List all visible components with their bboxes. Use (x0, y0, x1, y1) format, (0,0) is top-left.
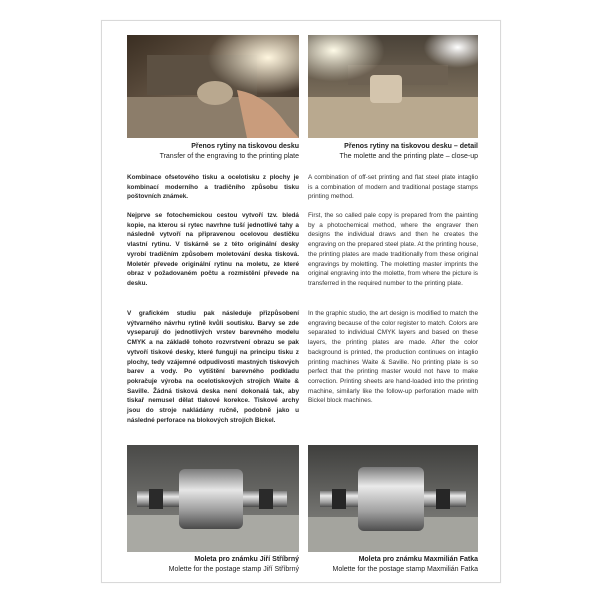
czech-body-2 (127, 309, 299, 425)
caption-top-right-cz: Přenos rytiny na tiskovou desku – detail (344, 143, 478, 150)
english-body-1 (308, 211, 478, 289)
caption-top-right (308, 142, 478, 162)
photo-engraving-transfer (127, 35, 299, 138)
czech-paragraph-3: V grafickém studiu pak následuje přizpůsobení výtvarného návrhu rytině kvůli soutisku. Barvy se zde vyseparují do jednotlivých vrstev barevného modelu CMYK a na základě tohoto rozvrstvení obrazu se pak vytvoří tiskové desky, které fungují na principu tisku z plochy, tedy vzájemné odpudivosti mastných tiskových barev a vody. Po vytištění barevného podkladu pokračuje výroba na ocelotiskových strojích Waite & Saville. Žádná tisková deska není dokonalá tak, aby tiskař nemusel dělat tlakové korekce. Tiskové archy jsou do stroje nakládány ručně, podobně jako u následné perforace na blokových strojích Bickel. (127, 310, 299, 424)
caption-top-left-cz: Přenos rytiny na tiskovou desku (191, 143, 299, 150)
caption-top-left-en: Transfer of the engraving to the printing plate (159, 153, 299, 160)
caption-bottom-left-cz: Moleta pro známku Jiří Stříbrný (194, 556, 299, 563)
caption-bottom-right-en: Molette for the postage stamp Maxmilián Fatka (332, 566, 478, 573)
english-paragraph-2: First, the so called pale copy is prepared from the painting by a photochemical method, where the engraver then designs the individual draws and then he creates the engraving on the prepared steel plate. At the printing house, the printing plates are made traditionally from these original engravings by moletting. The moletting master imprints the original engraving into the molette, from where the picture is transferred in the required number to the printing plate. (308, 212, 478, 287)
czech-body-1 (127, 211, 299, 289)
caption-bottom-right-cz: Moleta pro známku Maxmilián Fatka (358, 556, 478, 563)
caption-top-right-en: The molette and the printing plate – close-up (339, 153, 478, 160)
caption-bottom-left-en: Molette for the postage stamp Jiří Stříbrný (168, 566, 299, 573)
english-body-2 (308, 309, 478, 406)
caption-bottom-left (127, 555, 299, 575)
caption-bottom-right (308, 555, 478, 575)
english-paragraph-1: A combination of off-set printing and flat steel plate intaglio is a combination of modern and traditional postage stamps printing method. (308, 174, 478, 201)
photo-molette-fatka (308, 445, 478, 552)
english-paragraph-3: In the graphic studio, the art design is modified to match the engraving because of the color register to match. Colors are separated to individual CMYK layers and based on these layers, the printing plates are made. After the color background is printed, the production continues on intaglio printing machines Waite & Saville. No printing plate is so perfect that the printing master would not have to make correction. Printing sheets are hand-loaded into the printing machine, similarly like the follow-up perforation made with Bickel block machines. (308, 310, 478, 405)
czech-paragraph-1: Kombinace ofsetového tisku a ocelotisku z plochy je kombinací moderního a tradičního způsobu tisku poštovních známek. (127, 174, 299, 201)
photo-molette-closeup (308, 35, 478, 138)
english-intro (308, 173, 478, 202)
czech-paragraph-2: Nejprve se fotochemickou cestou vytvoří tzv. bledá kopie, na kterou si rytec navrhne tuší jednotlivé tahy a následně vytvoří na připravenou ocelovou destičku vlastní rytinu. V tiskárně se z této originální desky vyrobí tradičním způsobem moletování deska tisková. Moletér převede originální rytinu na moletu, ze které obraz v požadovaném počtu a rozmístění převede na desku. (127, 212, 299, 287)
caption-top-left (127, 142, 299, 162)
czech-intro (127, 173, 299, 202)
photo-molette-stribrny (127, 445, 299, 552)
brochure-page (101, 20, 501, 583)
